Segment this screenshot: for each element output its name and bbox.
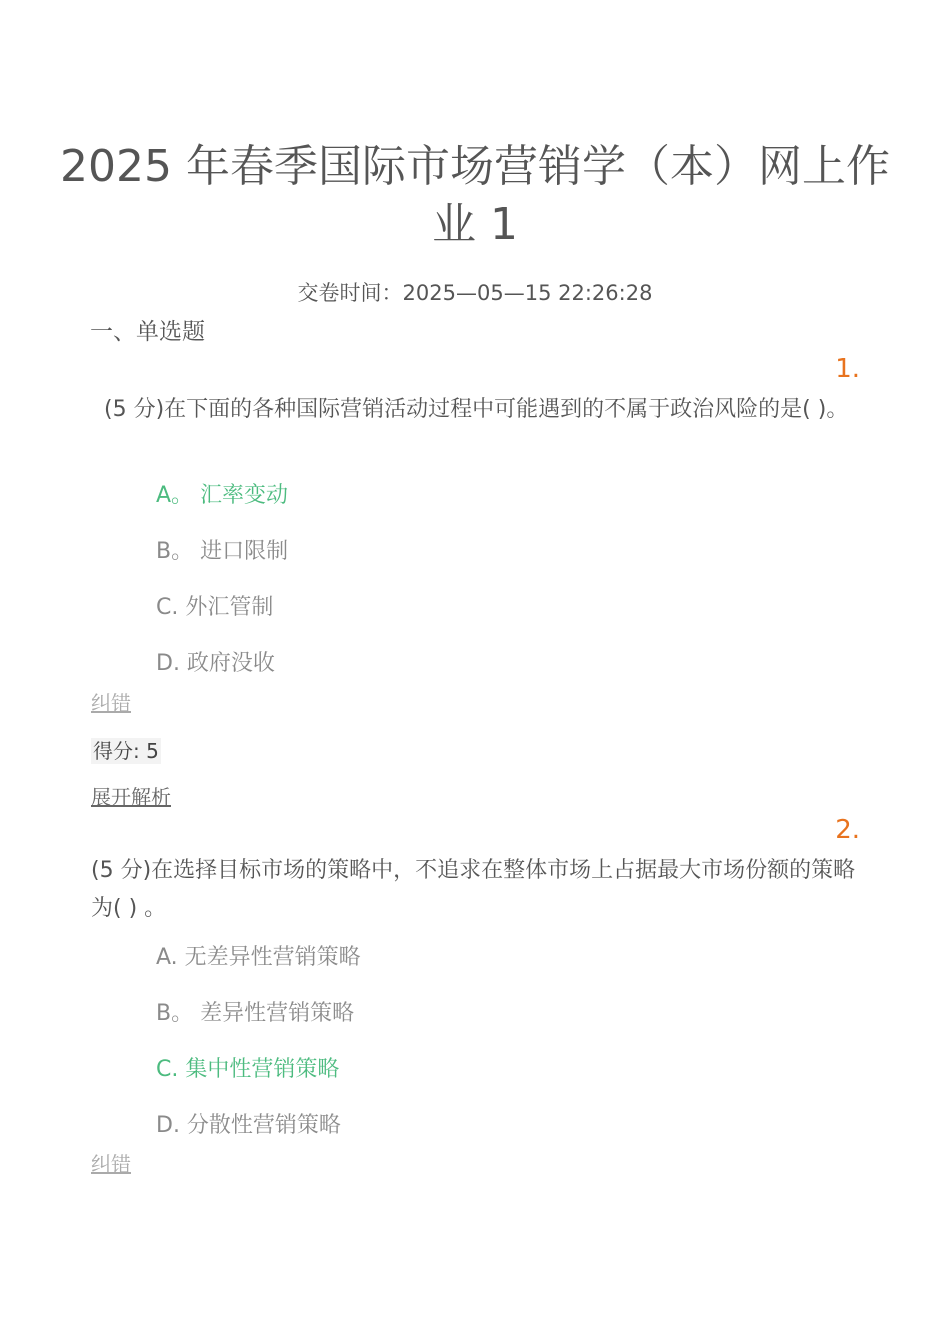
question-stem: (5 分)在选择目标市场的策略中，不追求在整体市场上占据最大市场份额的策略为( ) 。	[91, 858, 856, 921]
score-label: 得分: 5	[93, 739, 159, 763]
section-heading: 一、单选题	[90, 319, 205, 345]
option-b[interactable]: B。 差异性营销策略	[156, 1001, 355, 1026]
question-number: 1.	[835, 354, 860, 384]
option-d[interactable]: D. 分散性营销策略	[156, 1113, 341, 1138]
option-c[interactable]: C. 外汇管制	[156, 595, 274, 620]
option-a[interactable]: A。 汇率变动	[156, 483, 289, 508]
question-number: 2.	[835, 815, 860, 845]
page-title: 2025 年春季国际市场营销学（本）网上作业 1	[60, 141, 890, 250]
option-b[interactable]: B。 进口限制	[156, 539, 289, 564]
expand-analysis-link[interactable]: 展开解析	[91, 785, 171, 809]
submit-time: 交卷时间：2025—05—15 22:26:28	[297, 281, 653, 305]
option-a[interactable]: A. 无差异性营销策略	[156, 945, 361, 970]
option-c[interactable]: C. 集中性营销策略	[156, 1057, 340, 1082]
option-d[interactable]: D. 政府没收	[156, 651, 275, 676]
question-stem: (5 分)在下面的各种国际营销活动过程中可能遇到的不属于政治风险的是( )。	[104, 397, 849, 422]
report-error-link[interactable]: 纠错	[91, 1152, 131, 1176]
report-error-link[interactable]: 纠错	[91, 691, 131, 715]
